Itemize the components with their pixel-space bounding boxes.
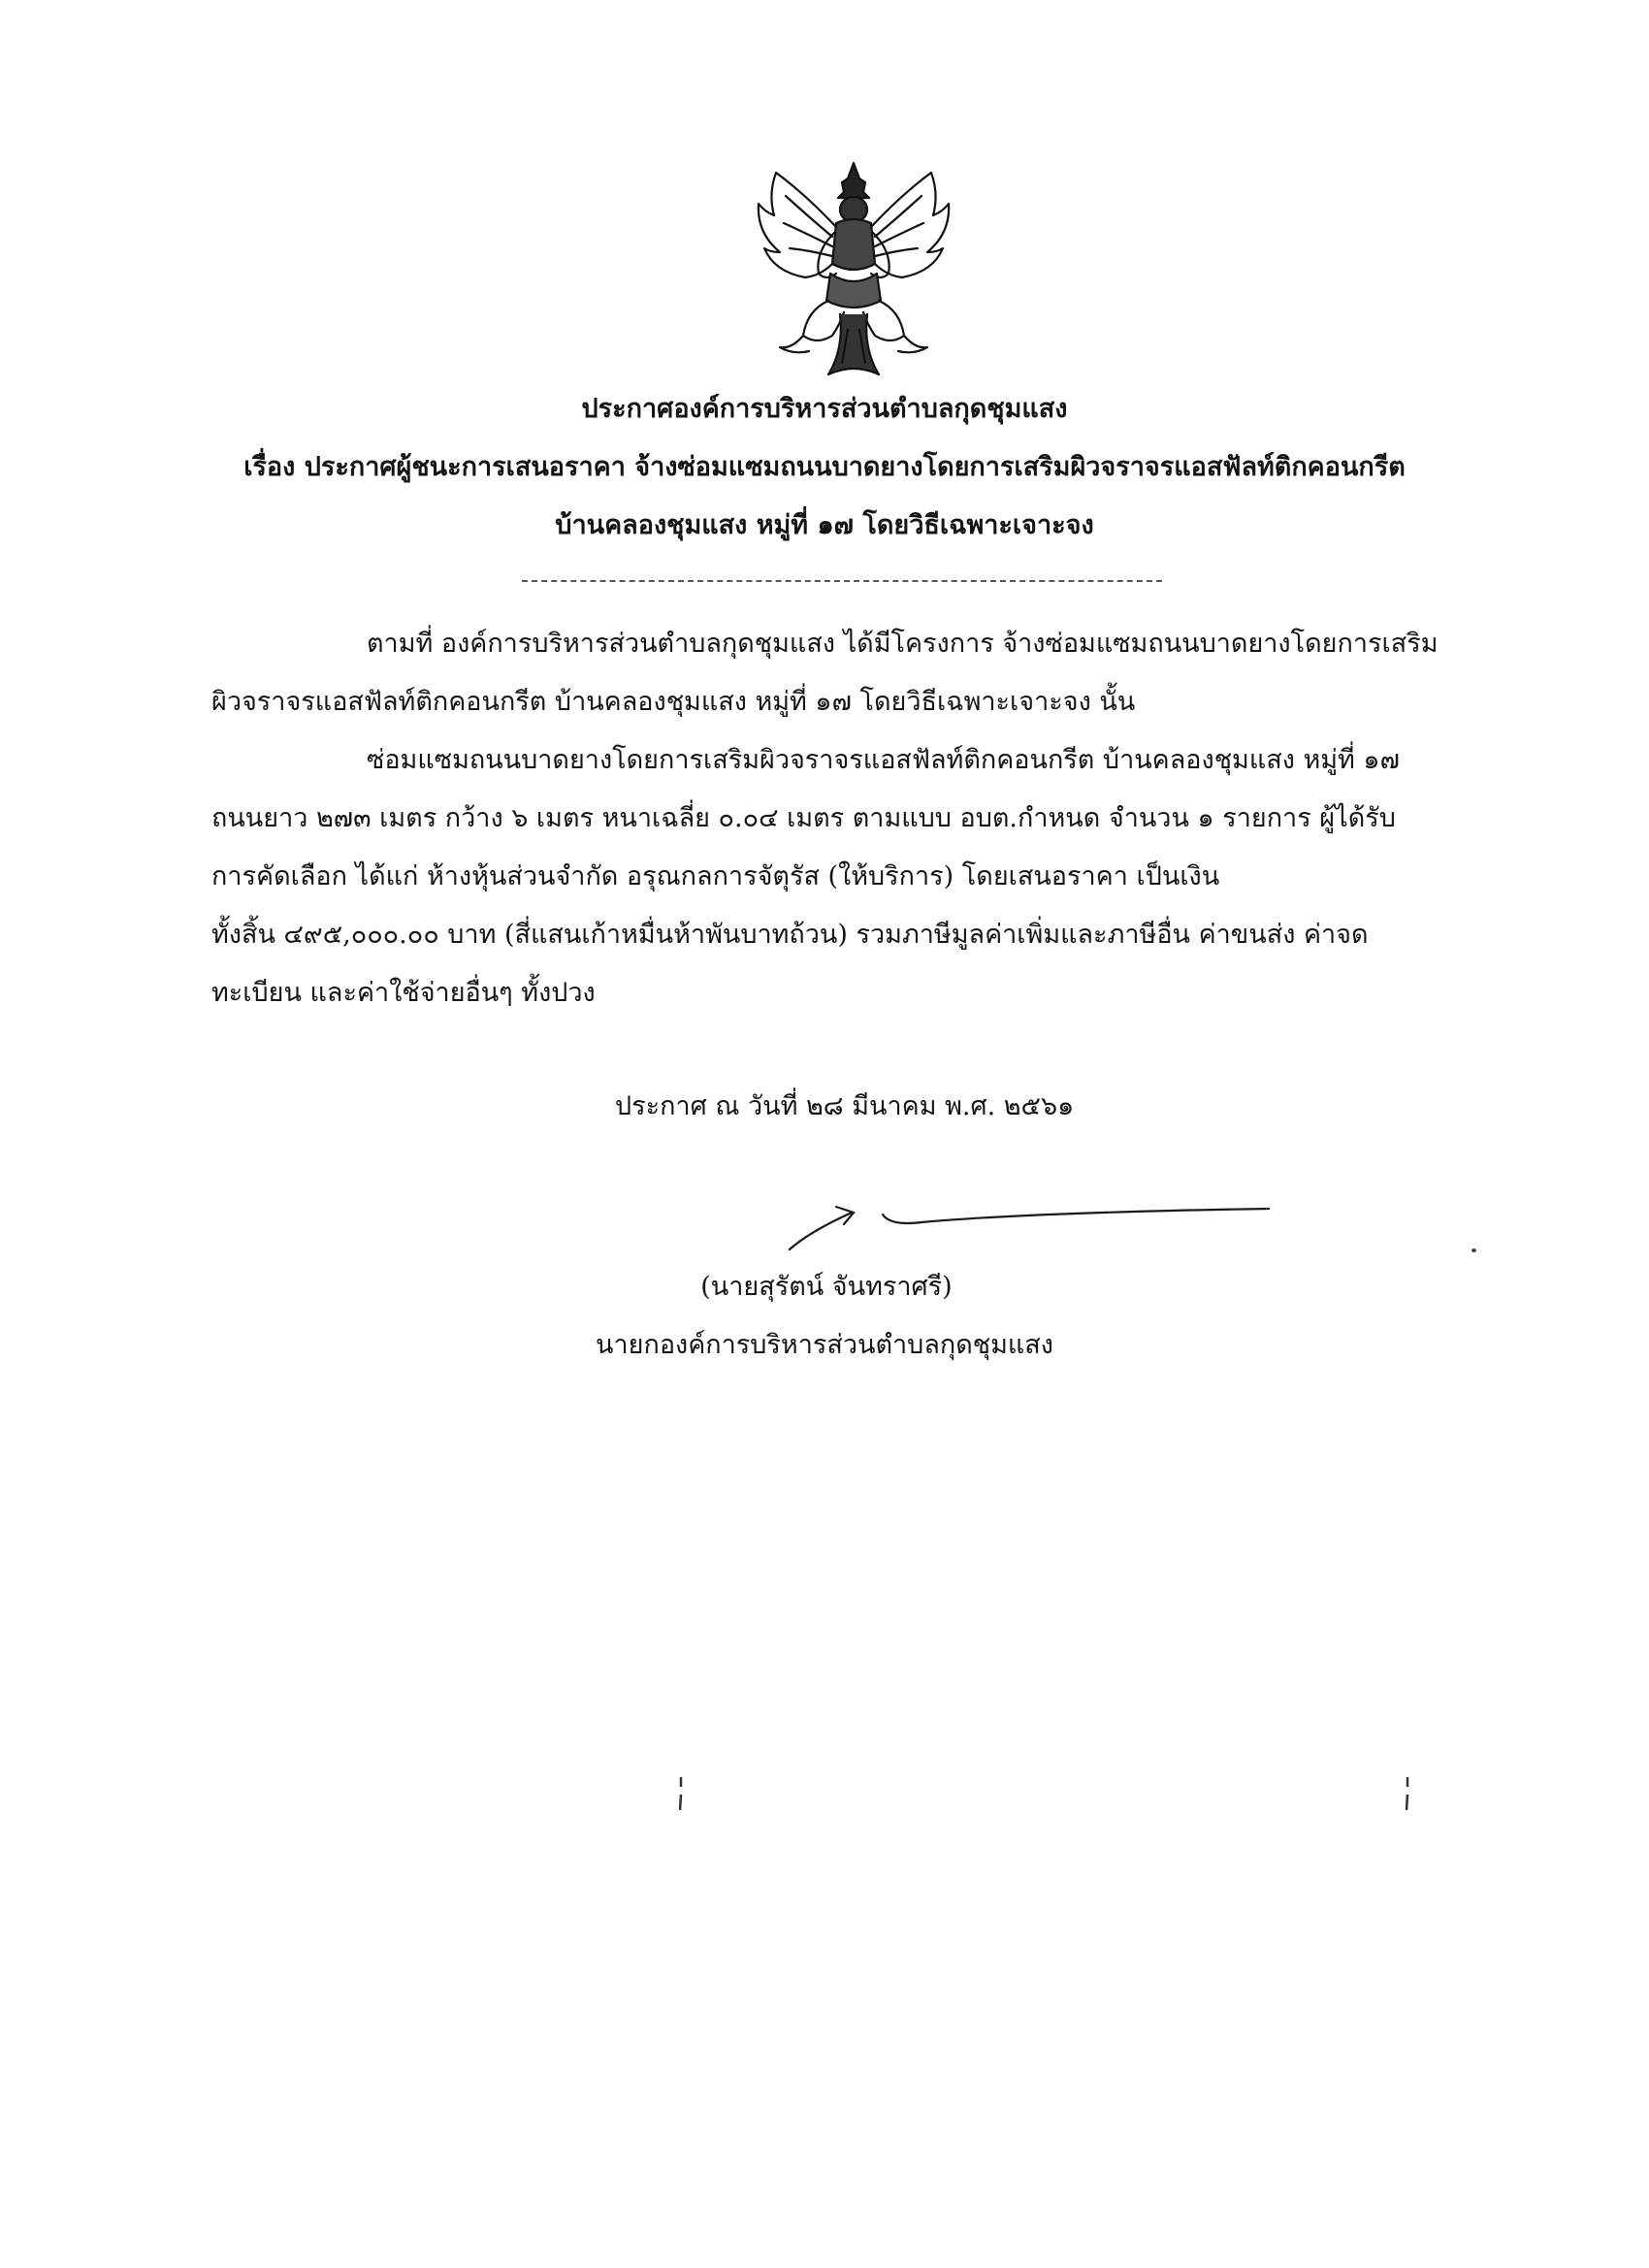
signatory-name: (นายสุรัตน์ จันทราศรี): [700, 1272, 953, 1302]
punch-mark: [679, 1777, 683, 1810]
signatory-position: นายกองค์การบริหารส่วนตำบลกุดชุมแสง: [596, 1330, 1053, 1360]
handwritten-signature: [776, 1193, 1300, 1271]
announcement-subject-continued: บ้านคลองชุมแสง หมู่ที่ ๑๗ โดยวิธีเฉพาะเจาะจง: [555, 510, 1094, 540]
body-line: ผิวจราจรแอสฟัลท์ติกคอนกรีต บ้านคลองชุมแสง หมู่ที่ ๑๗ โดยวิธีเฉพาะเจาะจง นั้น: [211, 687, 1136, 717]
body-line: ทะเบียน และค่าใช้จ่ายอื่นๆ ทั้งปวง: [211, 978, 596, 1008]
announcement-title: ประกาศองค์การบริหารส่วนตำบลกุดชุมแสง: [581, 394, 1068, 424]
body-line: ถนนยาว ๒๗๓ เมตร กว้าง ๖ เมตร หนาเฉลี่ย ๐.๐๔ เมตร ตามแบบ อบต.กำหนด จำนวน ๑ รายการ ผู้ได้รับ: [211, 803, 1396, 833]
body-line: ซ่อมแซมถนนบาดยางโดยการเสริมผิวจราจรแอสฟัลท์ติกคอนกรีต บ้านคลองชุมแสง หมู่ที่ ๑๗: [367, 745, 1400, 775]
dashed-divider: [522, 580, 1162, 582]
punch-mark: [1406, 1777, 1409, 1810]
garuda-emblem-icon: [747, 155, 960, 383]
scan-speck: [1471, 1248, 1476, 1252]
body-line: ตามที่ องค์การบริหารส่วนตำบลกุดชุมแสง ได้มีโครงการ จ้างซ่อมแซมถนนบาดยางโดยการเสริม: [367, 629, 1439, 659]
body-line: การคัดเลือก ได้แก่ ห้างหุ้นส่วนจำกัด อรุณกลการจัตุรัส (ให้บริการ) โดยเสนอราคา เป็นเงิน: [211, 861, 1220, 891]
body-line: ทั้งสิ้น ๔๙๕,๐๐๐.๐๐ บาท (สี่แสนเก้าหมื่นห้าพันบาทถ้วน) รวมภาษีมูลค่าเพิ่มและภาษีอื่น ค่าขนส่ง ค่าจด: [211, 920, 1369, 950]
announcement-date: ประกาศ ณ วันที่ ๒๘ มีนาคม พ.ศ. ๒๕๖๑: [615, 1091, 1075, 1121]
announcement-subject: เรื่อง ประกาศผู้ชนะการเสนอราคา จ้างซ่อมแซมถนนบาดยางโดยการเสริมผิวจราจรแอสฟัลท์ติกคอนกรีต: [243, 452, 1406, 482]
